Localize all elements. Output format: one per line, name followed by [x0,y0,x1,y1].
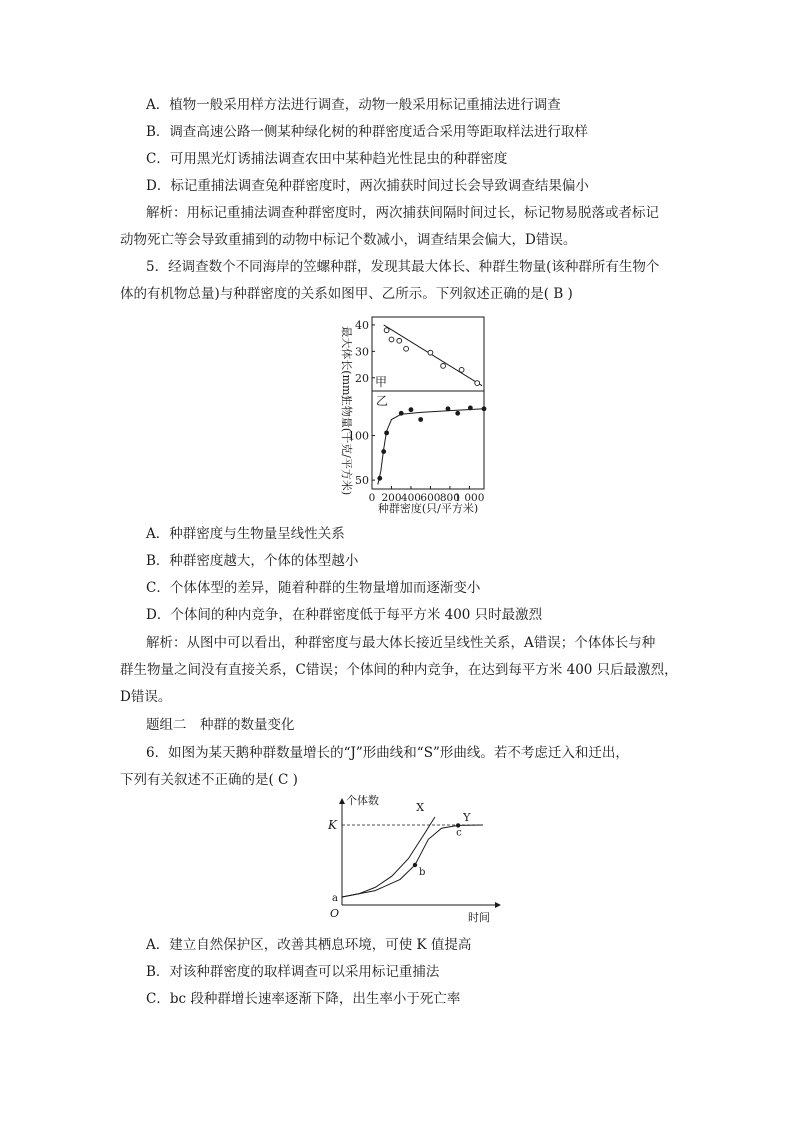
q6-option-a: A．建立自然保护区，改善其栖息环境，可使 K 值提高 [146,937,472,953]
q5-xtick-label: 400 [400,492,421,504]
q5-option-d: D．个体间的种内竞争，在种群密度低于每平方米 400 只时最激烈 [146,607,543,623]
q5-bottom-ytick-label: 100 [348,429,369,443]
q5-bottom-curve [378,409,484,485]
q4-option-a: A．植物一般采用样方法进行调查，动物一般采用标记重捕法进行调查 [146,97,561,113]
q5-panel-jia: 甲 [375,375,388,389]
q5-xtick-label: 1 000 [454,492,485,504]
q5-top-data-point [389,337,394,342]
q6-point-b [413,863,417,867]
q6-series-label-X: X [416,801,425,814]
q4-option-d: D．标记重捕法调查兔种群密度时，两次捕获时间过长会导致调查结果偏小 [146,178,589,194]
q5-stem-line-1: 5．经调查数个不同海岸的笠螺种群，发现其最大体长、种群生物量(该种群所有生物个 [146,259,660,275]
q4-option-b: B．调查高速公路一侧某种绿化树的种群密度适合采用等距取样法进行取样 [146,124,588,140]
q6-curve-Y [342,825,483,897]
q5-bottom-data-point [377,476,382,481]
q5-top-ytick-label: 40 [355,318,369,332]
q6-option-b: B．对该种群密度的取样调查可以采用标记重捕法 [146,964,440,980]
q5-bottom-data-point [399,411,404,416]
q5-xtick-label: 800 [439,492,460,504]
q5-analysis-line-1: 解析：从图中可以看出，种群密度与最大体长接近呈线性关系，A错误；个体体长与种 [146,635,656,651]
q6-point-label-b: b [418,867,426,878]
q5-analysis-line-3: D错误。 [120,689,172,705]
q6-stem-line-2: 下列有关叙述不正确的是( C ) [120,772,298,788]
q5-figure [330,307,510,517]
q5-top-data-point [428,350,433,355]
q5-bottom-data-point [482,406,487,411]
q5-bottom-data-point [418,417,423,422]
q5-bottom-data-point [446,406,451,411]
q5-xtick-label: 200 [381,492,402,504]
q6-point-label-c: c [456,827,462,839]
q5-ylabel-top: 最大体长(mm) [340,326,353,400]
q5-xlabel: 种群密度(只/平方米) [377,502,479,515]
q5-xtick-label: 0 [368,492,376,504]
q6-point-label-a: a [332,893,338,904]
q6-figure [318,793,518,933]
q5-option-b: B．种群密度越大，个体的体型越小 [146,553,359,569]
q5-top-data-point [459,367,464,372]
q6-series-label-Y: Y [463,811,471,824]
q6-ylabel: 个体数 [346,794,379,807]
q5-analysis-line-2: 群生物量之间没有直接关系，C错误；个体间的种内竞争，在达到每平方米 400 只后最激烈， [120,662,678,678]
q5-top-data-point [441,363,446,368]
q5-bottom-data-point [384,430,389,435]
q5-top-data-point [384,328,389,333]
q5-panel-yi: 乙 [376,394,389,408]
q5-bottom-ytick-label: 50 [355,474,369,488]
q4-analysis-line-2: 动物死亡等会导致重捕到的动物中标记个数减小，调查结果会偏大，D错误。 [120,232,577,248]
q5-top-data-point [404,346,409,351]
q5-top-data-point [397,338,402,343]
q6-xlabel: 时间 [468,911,490,924]
q5-bottom-data-point [468,406,473,411]
q5-top-ytick-label: 20 [355,371,369,385]
q6-stem-line-1: 6．如图为某天鹅种群数量增长的“J”形曲线和“S”形曲线。若不考虑迁入和迁出， [146,745,629,761]
q5-option-c: C．个体体型的差异，随着种群的生物量增加而逐渐变小 [146,580,481,596]
q5-xtick-label: 600 [420,492,441,504]
q6-option-c: C．bc 段种群增长速率逐渐下降，出生率小于死亡率 [146,991,461,1007]
q4-option-c: C．可用黑光灯诱捕法调查农田中某种趋光性昆虫的种群密度 [146,151,508,167]
q5-bottom-data-point [409,407,414,412]
q6-k-label: K [328,818,337,832]
q5-stem-line-2: 体的有机物总量)与种群密度的关系如图甲、乙所示。下列叙述正确的是( B ) [120,286,573,302]
q4-analysis-line-1: 解析：用标记重捕法调查种群密度时，两次捕获间隔时间过长，标记物易脱落或者标记 [146,205,659,221]
q5-option-a: A．种群密度与生物量呈线性关系 [146,526,345,542]
q5-bottom-frame [372,391,484,489]
q5-bottom-data-point [455,411,460,416]
q5-top-data-point [475,381,480,386]
group2-title: 题组二 种群的数量变化 [146,717,295,733]
q5-ylabel-bottom: 生物量(千克/平方米) [340,394,353,496]
q5-bottom-data-point [381,449,386,454]
q6-origin-label: O [330,907,340,920]
q5-top-ytick-label: 30 [355,345,369,359]
q5-top-trend-line [384,325,482,386]
